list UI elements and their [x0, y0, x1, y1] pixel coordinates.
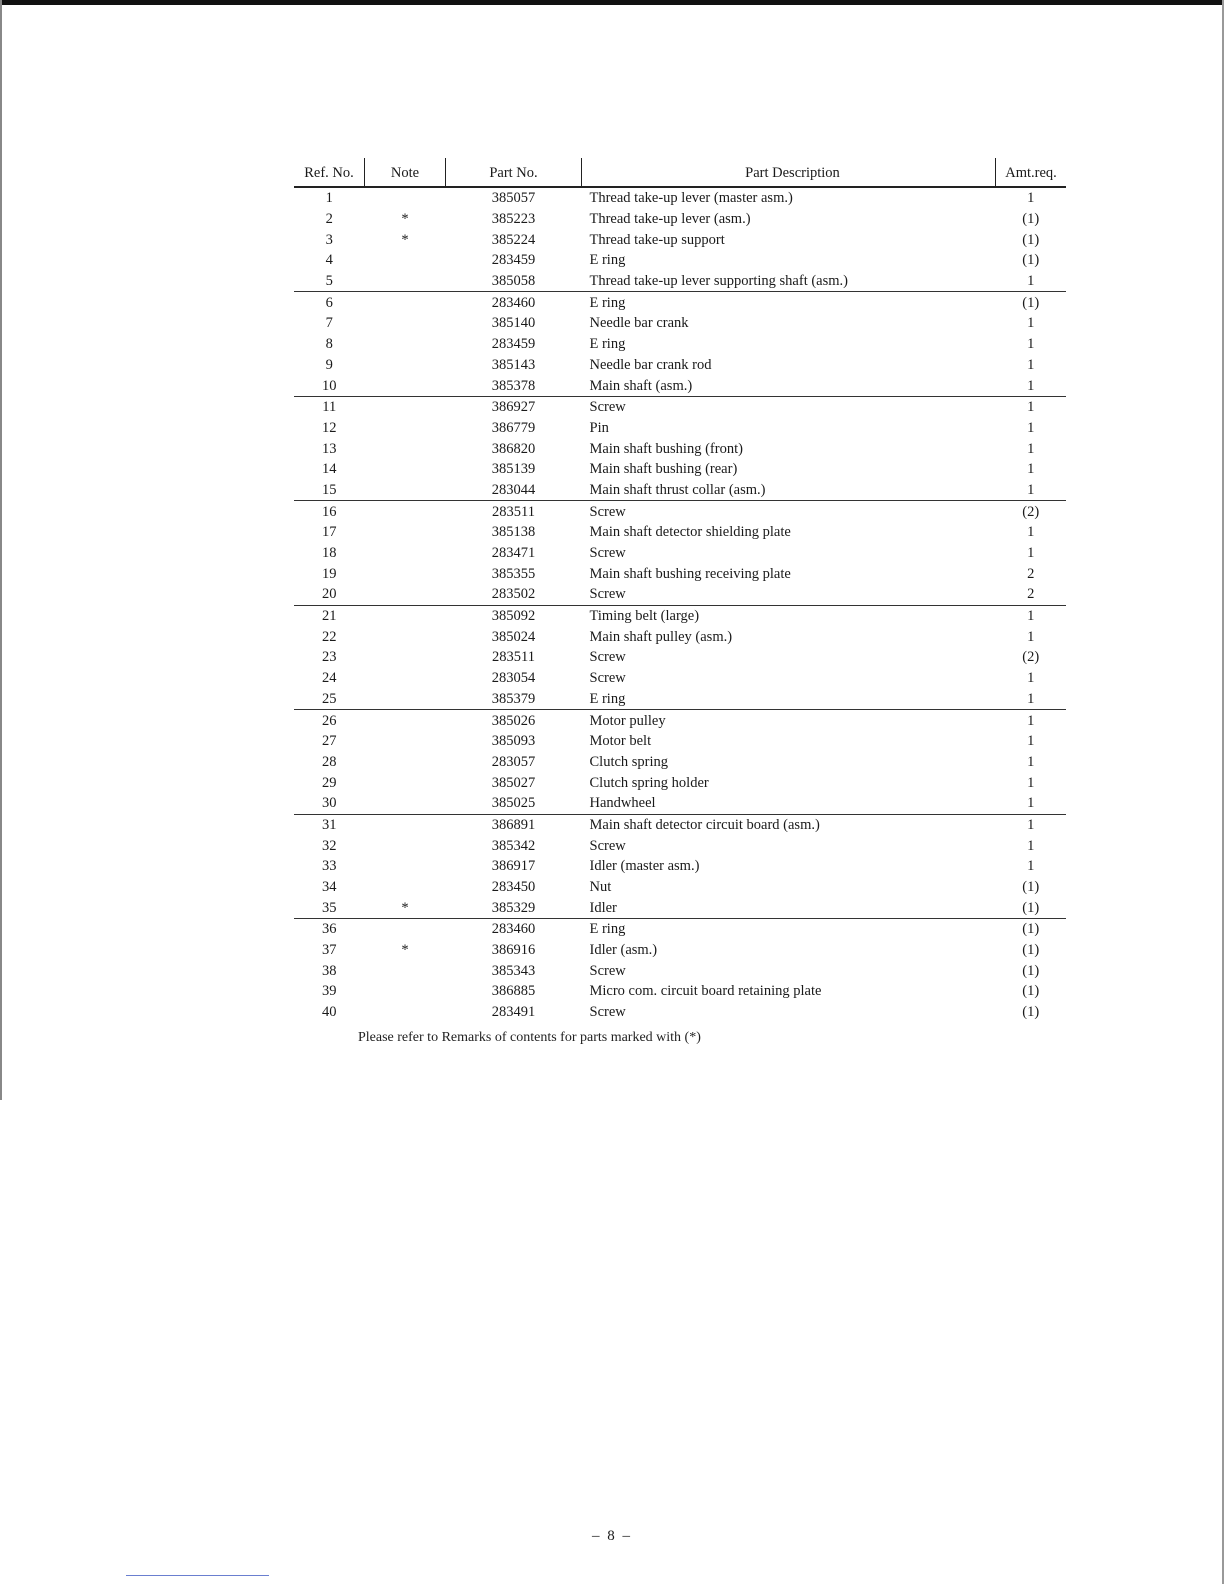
cell-amount-required: 1	[996, 689, 1067, 710]
header-ref-no: Ref. No.	[294, 158, 365, 187]
cell-part-description: Micro com. circuit board retaining plate	[589, 983, 822, 1000]
cell-part-no: 385342	[491, 837, 536, 854]
cell-note	[365, 605, 446, 626]
cell-amount-required: 1	[1027, 336, 1035, 353]
cell-part-no: 386891	[491, 816, 536, 833]
cell-amount-required: 1	[1027, 545, 1035, 562]
cell-amount-required: 2	[1027, 565, 1035, 582]
cell-note	[365, 563, 446, 584]
cell-note	[365, 960, 446, 981]
cell-amount-required: (1)	[1022, 211, 1040, 228]
footnote: Please refer to Remarks of contents for parts marked with (*)	[358, 1030, 701, 1045]
cell-note	[365, 752, 446, 773]
cell-ref-no: 26	[322, 712, 337, 729]
table-row	[294, 418, 1066, 439]
cell-part-description: Main shaft detector shielding plate	[589, 524, 791, 541]
table-row	[294, 919, 1066, 940]
cell-part-no: 386779	[491, 419, 536, 436]
cell-ref-no: 2	[325, 211, 333, 228]
cell-part-description: Motor belt	[589, 733, 652, 750]
cell-amount-required: 1	[1027, 399, 1035, 416]
cell-note	[365, 772, 446, 793]
table-row	[294, 501, 1066, 522]
cell-amount-required: 1	[996, 271, 1067, 292]
cell-part-description: Main shaft bushing (front)	[589, 440, 743, 457]
table-row	[294, 605, 1066, 626]
cell-amount-required: (1)	[1022, 252, 1040, 269]
cell-part-description: Main shaft detector circuit board (asm.)	[589, 816, 820, 833]
cell-part-description: Pin	[589, 419, 609, 436]
cell-amount-required: (1)	[1022, 1004, 1040, 1021]
cell-part-no: 385057	[491, 190, 536, 207]
cell-part-description: Thread take-up lever (asm.)	[589, 211, 751, 228]
cell-part-description: Nut	[589, 879, 612, 896]
cell-part-no: 283044	[446, 480, 582, 501]
cell-amount-required: (1)	[996, 897, 1067, 918]
cell-part-description: Main shaft bushing (rear)	[589, 461, 738, 478]
table-row	[294, 292, 1066, 313]
cell-ref-no: 9	[325, 356, 333, 373]
cell-part-no: 283511	[492, 503, 535, 520]
cell-amount-required: (2)	[1022, 649, 1040, 666]
table-row	[294, 981, 1066, 1002]
cell-note	[365, 731, 446, 752]
table-row	[294, 375, 1066, 396]
cell-part-description: Needle bar crank rod	[589, 356, 712, 373]
cell-note	[365, 793, 446, 814]
table-row	[294, 334, 1066, 355]
cell-amount-required: 1	[1027, 419, 1035, 436]
table-row	[294, 752, 1066, 773]
cell-part-no: 386916	[491, 942, 536, 959]
cell-part-description: Motor pulley	[589, 712, 666, 729]
cell-note: *	[401, 942, 409, 959]
cell-note	[365, 668, 446, 689]
cell-ref-no: 38	[322, 962, 337, 979]
page-number: – 8 –	[592, 1528, 632, 1544]
table-row	[294, 668, 1066, 689]
cell-ref-no: 3	[325, 231, 333, 248]
cell-note	[365, 375, 446, 396]
cell-ref-no: 6	[325, 294, 333, 311]
cell-ref-no: 13	[322, 440, 337, 457]
cell-part-no: 385027	[491, 774, 536, 791]
table-row	[294, 563, 1066, 584]
cell-amount-required: 1	[1027, 461, 1035, 478]
table-row	[294, 480, 1066, 501]
cell-note	[365, 814, 446, 835]
cell-amount-required: 1	[1027, 837, 1035, 854]
cell-note	[365, 292, 446, 313]
cell-amount-required: 1	[1027, 608, 1035, 625]
table-row	[294, 543, 1066, 564]
table-row	[294, 647, 1066, 668]
table-row	[294, 187, 1066, 209]
cell-ref-no: 5	[294, 271, 365, 292]
table-row	[294, 689, 1066, 710]
table-row	[294, 731, 1066, 752]
table-row	[294, 793, 1066, 814]
cell-ref-no: 21	[322, 608, 337, 625]
cell-note	[365, 522, 446, 543]
cell-amount-required: 1	[1027, 356, 1035, 373]
table-row	[294, 313, 1066, 334]
cell-part-no: 283054	[491, 670, 536, 687]
cell-ref-no: 14	[322, 461, 337, 478]
cell-amount-required: (1)	[1022, 921, 1040, 938]
header-part-no: Part No.	[446, 158, 582, 187]
cell-part-description: Idler (master asm.)	[589, 858, 700, 875]
cell-part-description: Screw	[589, 503, 626, 520]
table-row	[294, 1002, 1066, 1023]
header-note: Note	[365, 158, 446, 187]
cell-note	[365, 396, 446, 417]
table-row	[294, 626, 1066, 647]
cell-ref-no: 4	[325, 252, 333, 269]
cell-part-description: Screw	[589, 399, 626, 416]
page-top-border	[0, 0, 1224, 5]
cell-amount-required: (1)	[1022, 231, 1040, 248]
table-row	[294, 835, 1066, 856]
cell-part-no: 283471	[491, 545, 536, 562]
cell-part-description: Thread take-up support	[589, 231, 725, 248]
cell-part-description: Screw	[582, 584, 996, 605]
table-row	[294, 459, 1066, 480]
bottom-edge-line	[126, 1575, 269, 1576]
table-row	[294, 396, 1066, 417]
table-row	[294, 209, 1066, 230]
cell-part-no: 283057	[491, 753, 536, 770]
cell-part-description: Screw	[589, 670, 626, 687]
cell-amount-required: 1	[996, 793, 1067, 814]
cell-ref-no: 24	[322, 670, 337, 687]
cell-part-no: 385143	[491, 356, 536, 373]
cell-note	[365, 250, 446, 271]
cell-note	[365, 187, 446, 209]
table-row	[294, 710, 1066, 731]
cell-note	[365, 877, 446, 898]
cell-part-description: Screw	[589, 962, 626, 979]
cell-part-description: Handwheel	[582, 793, 996, 814]
cell-amount-required: 1	[1027, 524, 1035, 541]
cell-ref-no: 33	[322, 858, 337, 875]
table-row	[294, 940, 1066, 961]
table-row	[294, 271, 1066, 292]
cell-part-description: E ring	[589, 252, 626, 269]
cell-ref-no: 36	[322, 921, 337, 938]
cell-amount-required: (1)	[1022, 983, 1040, 1000]
cell-part-no: 283450	[491, 879, 536, 896]
table-row	[294, 584, 1066, 605]
cell-part-no: 386917	[491, 858, 536, 875]
cell-part-no: 386885	[491, 983, 536, 1000]
table-row	[294, 355, 1066, 376]
cell-ref-no: 37	[322, 942, 337, 959]
cell-part-description: E ring	[582, 689, 996, 710]
cell-ref-no: 32	[322, 837, 337, 854]
cell-part-no: 385092	[491, 608, 536, 625]
cell-part-description: Main shaft (asm.)	[582, 375, 996, 396]
cell-note: *	[401, 231, 409, 248]
cell-ref-no: 35	[294, 897, 365, 918]
cell-note	[365, 689, 446, 710]
cell-part-no: 385223	[491, 211, 536, 228]
cell-ref-no: 28	[322, 753, 337, 770]
cell-part-no: 283460	[491, 294, 536, 311]
cell-amount-required: 1	[1027, 440, 1035, 457]
cell-amount-required: 1	[1027, 712, 1035, 729]
table-row	[294, 229, 1066, 250]
cell-part-description: Thread take-up lever supporting shaft (asm.)	[582, 271, 996, 292]
cell-part-description: E ring	[589, 921, 626, 938]
cell-part-description: E ring	[589, 294, 626, 311]
cell-part-no: 386927	[491, 399, 536, 416]
cell-amount-required: (2)	[1022, 503, 1040, 520]
header-amount-required: Amt.req.	[996, 158, 1067, 187]
cell-part-no: 385224	[491, 231, 536, 248]
cell-amount-required: 1	[1027, 858, 1035, 875]
cell-ref-no: 34	[322, 879, 337, 896]
cell-note	[365, 418, 446, 439]
cell-note	[365, 438, 446, 459]
table-row	[294, 250, 1066, 271]
cell-note: *	[401, 211, 409, 228]
cell-amount-required: (1)	[1022, 294, 1040, 311]
cell-part-description: Screw	[589, 1004, 626, 1021]
cell-ref-no: 16	[322, 503, 337, 520]
cell-amount-required: (1)	[1022, 962, 1040, 979]
cell-part-no: 385329	[446, 897, 582, 918]
cell-part-no: 386820	[491, 440, 536, 457]
cell-amount-required: (1)	[1022, 942, 1040, 959]
cell-note	[365, 919, 446, 940]
cell-note	[365, 1002, 446, 1023]
header-part-description: Part Description	[582, 158, 996, 187]
cell-amount-required: 1	[996, 480, 1067, 501]
cell-amount-required: 1	[1027, 628, 1035, 645]
cell-part-description: Idler	[582, 897, 996, 918]
cell-note: *	[365, 897, 446, 918]
cell-amount-required: 1	[1027, 315, 1035, 332]
cell-ref-no: 1	[325, 190, 333, 207]
cell-part-description: Screw	[589, 545, 626, 562]
cell-ref-no: 31	[322, 816, 337, 833]
cell-note	[365, 835, 446, 856]
cell-note	[365, 334, 446, 355]
cell-part-description: Needle bar crank	[589, 315, 689, 332]
cell-amount-required: 1	[1027, 190, 1035, 207]
cell-note	[365, 543, 446, 564]
cell-ref-no: 19	[322, 565, 337, 582]
cell-part-no: 283502	[446, 584, 582, 605]
cell-amount-required: (1)	[1022, 879, 1040, 896]
cell-part-description: Screw	[589, 649, 626, 666]
table-row	[294, 856, 1066, 877]
cell-part-no: 385138	[491, 524, 536, 541]
cell-part-description: Clutch spring holder	[589, 774, 709, 791]
cell-amount-required: 1	[1027, 774, 1035, 791]
table-row	[294, 877, 1066, 898]
cell-ref-no: 30	[294, 793, 365, 814]
cell-ref-no: 17	[322, 524, 337, 541]
table-row	[294, 772, 1066, 793]
cell-part-no: 385024	[491, 628, 536, 645]
parts-list-table	[294, 158, 1066, 1023]
cell-part-description: E ring	[589, 336, 626, 353]
cell-note	[365, 584, 446, 605]
cell-amount-required: 2	[996, 584, 1067, 605]
cell-part-description: Screw	[589, 837, 626, 854]
cell-ref-no: 18	[322, 545, 337, 562]
cell-ref-no: 39	[322, 983, 337, 1000]
cell-note	[365, 647, 446, 668]
cell-amount-required: 1	[1027, 670, 1035, 687]
table-row	[294, 897, 1066, 918]
cell-part-no: 283460	[491, 921, 536, 938]
cell-ref-no: 29	[322, 774, 337, 791]
page-left-edge	[0, 0, 2, 1100]
cell-part-no: 385355	[491, 565, 536, 582]
cell-part-no: 385093	[491, 733, 536, 750]
cell-note	[365, 856, 446, 877]
cell-part-description: Idler (asm.)	[589, 942, 658, 959]
table-row	[294, 522, 1066, 543]
cell-part-no: 283459	[491, 336, 536, 353]
cell-part-description: Main shaft thrust collar (asm.)	[582, 480, 996, 501]
cell-note	[365, 626, 446, 647]
cell-ref-no: 7	[325, 315, 333, 332]
cell-part-no: 283491	[491, 1004, 536, 1021]
cell-part-no: 385025	[446, 793, 582, 814]
cell-part-description: Main shaft bushing receiving plate	[589, 565, 791, 582]
cell-part-description: Clutch spring	[589, 753, 669, 770]
cell-part-no: 385058	[446, 271, 582, 292]
cell-ref-no: 11	[322, 399, 337, 416]
cell-part-no: 385378	[446, 375, 582, 396]
cell-ref-no: 25	[294, 689, 365, 710]
cell-ref-no: 40	[322, 1004, 337, 1021]
cell-note	[365, 313, 446, 334]
cell-note	[365, 271, 446, 292]
cell-note	[365, 459, 446, 480]
cell-note	[365, 981, 446, 1002]
table-row	[294, 814, 1066, 835]
cell-part-no: 385026	[491, 712, 536, 729]
cell-part-no: 283459	[491, 252, 536, 269]
cell-part-description: Thread take-up lever (master asm.)	[589, 190, 793, 207]
table-header-row	[294, 158, 1066, 187]
parts-table-body	[294, 187, 1066, 1023]
cell-part-no: 385140	[491, 315, 536, 332]
cell-ref-no: 15	[294, 480, 365, 501]
cell-part-no: 283511	[492, 649, 535, 666]
table-row	[294, 960, 1066, 981]
cell-ref-no: 10	[294, 375, 365, 396]
cell-note	[365, 501, 446, 522]
cell-note	[365, 355, 446, 376]
cell-part-description: Timing belt (large)	[589, 608, 700, 625]
cell-amount-required: 1	[1027, 816, 1035, 833]
cell-ref-no: 22	[322, 628, 337, 645]
cell-ref-no: 20	[294, 584, 365, 605]
cell-ref-no: 27	[322, 733, 337, 750]
table-row	[294, 438, 1066, 459]
cell-note	[365, 710, 446, 731]
cell-part-no: 385379	[446, 689, 582, 710]
cell-part-no: 385139	[491, 461, 536, 478]
cell-part-description: Main shaft pulley (asm.)	[589, 628, 733, 645]
cell-ref-no: 12	[322, 419, 337, 436]
cell-note	[365, 480, 446, 501]
cell-part-no: 385343	[491, 962, 536, 979]
cell-amount-required: 1	[1027, 733, 1035, 750]
cell-amount-required: 1	[1027, 753, 1035, 770]
cell-ref-no: 8	[325, 336, 333, 353]
cell-amount-required: 1	[996, 375, 1067, 396]
cell-ref-no: 23	[322, 649, 337, 666]
